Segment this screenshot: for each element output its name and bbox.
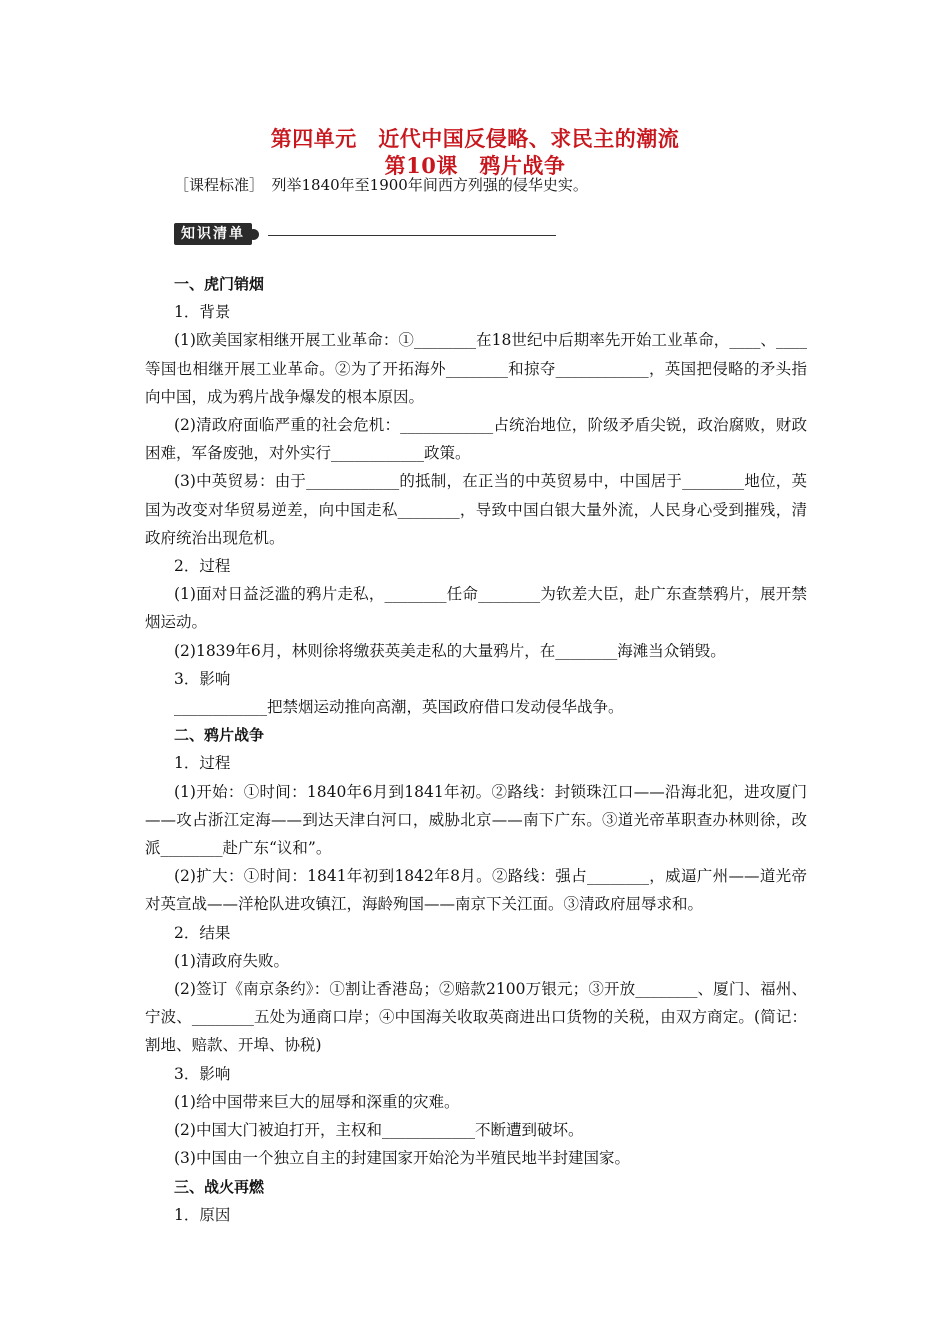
unit-title: 第四单元 近代中国反侵略、求民主的潮流	[270, 126, 680, 151]
paragraph: (1)面对日益泛滥的鸦片走私，________任命________为钦差大臣，赴广东查禁鸦片，展开禁烟运动。	[145, 585, 807, 632]
subheading: 1．背景	[174, 303, 231, 322]
subheading: 2．过程	[174, 557, 231, 576]
paragraph: (1)清政府失败。	[174, 951, 289, 970]
paragraph: (2)中国大门被迫打开，主权和____________不断遭到破坏。	[174, 1121, 584, 1140]
subheading: 1．原因	[174, 1205, 231, 1224]
subheading: 1．过程	[174, 754, 231, 773]
badge-label: 知识清单	[174, 223, 252, 245]
paragraph: (2)1839年6月，林则徐将缴获英美走私的大量鸦片，在________海滩当众销毁。	[174, 641, 726, 660]
badge-dot-icon	[248, 229, 259, 240]
paragraph: (3)中英贸易：由于____________的抵制，在正当的中英贸易中，中国居于________地位，英国为改变对华贸易逆差，向中国走私________，导致中国白银大量外流，人民身心受到摧残，清政府统治出现危机。	[145, 472, 807, 547]
content-body	[145, 270, 807, 1229]
curriculum-standard: ［课程标准］ 列举1840年至1900年间西方列强的侵华史实。	[174, 176, 588, 194]
paragraph: (3)中国由一个独立自主的封建国家开始沦为半殖民地半封建国家。	[174, 1149, 630, 1168]
subheading: 2．结果	[174, 923, 231, 942]
paragraph: (1)欧美国家相继开展工业革命：①________在18世纪中后期率先开始工业革命，____、____等国也相继开展工业革命。②为了开拓海外________和掠夺____________，英国把侵略的矛头指向中国，成为鸦片战争爆发的根本原因。	[145, 331, 807, 406]
section-heading: 二、鸦片战争	[174, 726, 265, 745]
paragraph: (1)给中国带来巨大的屈辱和深重的灾难。	[174, 1092, 460, 1111]
section-heading: 三、战火再燃	[174, 1177, 265, 1196]
paragraph: (2)扩大：①时间：1841年初到1842年8月。②路线：强占________，威逼广州——道光帝对英宣战——洋枪队进攻镇江，海龄殉国——南京下关江面。③清政府屈辱求和。	[145, 867, 807, 914]
subheading: 3．影响	[174, 1064, 231, 1083]
paragraph: (1)开始：①时间：1840年6月到1841年初。②路线：封锁珠江口——沿海北犯，进攻厦门——攻占浙江定海——到达天津白河口，威胁北京——南下广东。③道光帝革职查办林则徐，改派________赴广东“议和”。	[145, 782, 807, 858]
section-rule	[268, 235, 556, 236]
paragraph: ____________把禁烟运动推向高潮，英国政府借口发动侵华战争。	[174, 698, 624, 717]
knowledge-list-badge	[174, 223, 262, 245]
lesson-title: 第10课 鸦片战争	[384, 153, 566, 178]
paragraph: (2)清政府面临严重的社会危机：____________占统治地位，阶级矛盾尖锐，政治腐败，财政困难，军备废弛，对外实行____________政策。	[145, 416, 807, 463]
paragraph: (2)签订《南京条约》：①割让香港岛；②赔款2100万银元；③开放________、厦门、福州、宁波、________五处为通商口岸；④中国海关收取英商进出口货物的关税，由双方商定。(简记：割地、赔款、开埠、协税)	[145, 980, 807, 1055]
section-heading: 一、虎门销烟	[174, 275, 265, 293]
subheading: 3．影响	[174, 669, 231, 688]
